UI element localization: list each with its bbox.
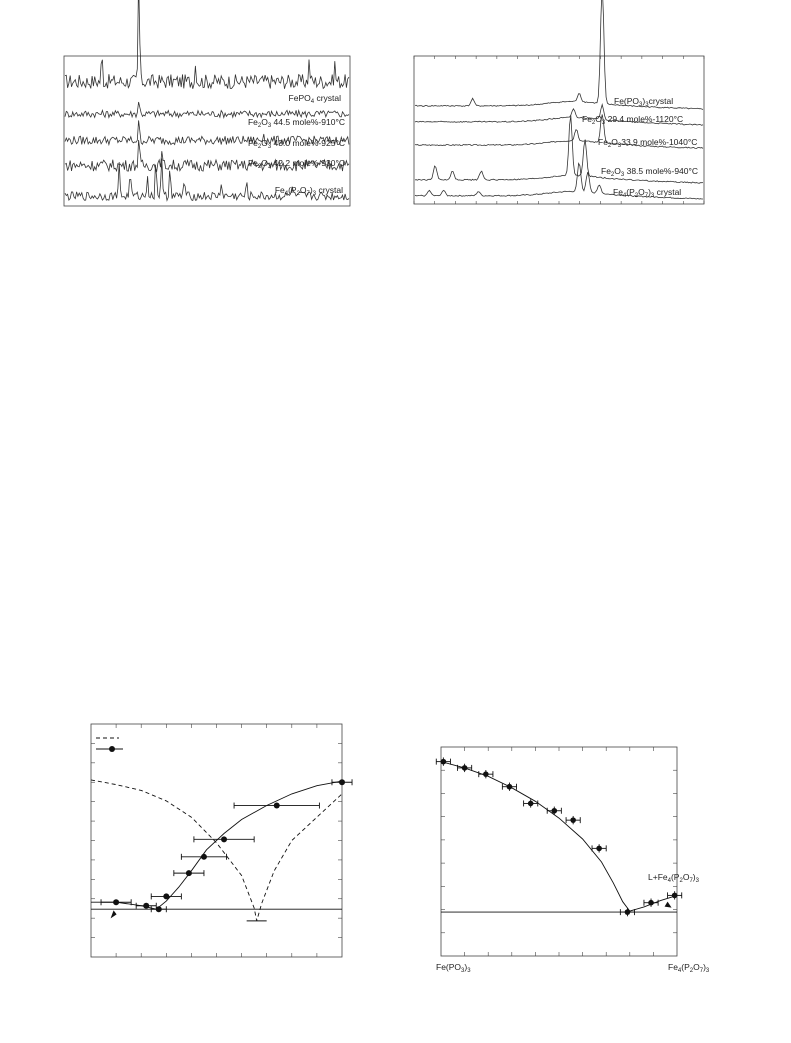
xrd-panel [64, 0, 350, 206]
phase-right-arrow [665, 902, 672, 908]
xrd-frame [64, 56, 350, 206]
phase-right-point [596, 846, 602, 852]
phase-right-frame [441, 747, 677, 956]
phase-right-point [672, 893, 678, 899]
phase-right-point [551, 808, 557, 814]
raman-label-339: $Fe_2O_333.9$ mole%-1040°C [598, 137, 698, 149]
phase-left-point [113, 899, 119, 905]
phase-right-point [648, 900, 654, 906]
xrd-label-fe4p2o7: $Fe_4(P_2O_7)_3$ crystal [274, 185, 343, 197]
phase-right-xlabel-right: $Fe_4(P_2O_7)_3$ [668, 962, 710, 974]
phase-left-point [201, 854, 207, 860]
phase-left-plot [91, 779, 352, 921]
phase-right-point [570, 817, 576, 823]
phase-right-annotation: $L+Fe_4(P_2O_7)_3$ [648, 872, 699, 884]
xrd-labels [248, 93, 345, 197]
phase-right-point [483, 771, 489, 777]
phase-left-point [156, 906, 162, 912]
xrd-label-445: $Fe_2O_3$ 44.5 mole%-910°C [247, 117, 345, 129]
raman-label-fepo33: $Fe(PO_3)_3crystal$ [614, 96, 674, 108]
legend-marker [109, 746, 115, 752]
raman-panel [414, 0, 704, 204]
xrd-label-430: $Fe_2O_3$ 43.0 mole%-925°C [247, 138, 345, 150]
phase-left-panel [91, 724, 352, 957]
phase-left-solid-curve [91, 781, 342, 909]
phase-left-legend [96, 738, 123, 752]
phase-right-xlabel-left: $Fe(PO_3)_3$ [436, 962, 471, 974]
phase-left-point [339, 779, 345, 785]
xrd-label-422: $Fe_2O_3$ 42.2 mole%-930°C [247, 158, 345, 170]
phase-right-point [625, 909, 631, 915]
phase-right-point [462, 765, 468, 771]
xrd-trace [65, 0, 349, 89]
phase-right-point [441, 759, 447, 765]
phase-left-point [143, 903, 149, 909]
phase-right-ticks [441, 747, 677, 956]
raman-label-fe4p2o7: $Fe_4(P_2O_7)_3$ crystal [613, 187, 682, 199]
phase-left-point [163, 893, 169, 899]
phase-left-point [186, 870, 192, 876]
phase-left-arrow [111, 910, 117, 918]
phase-right-point [528, 801, 534, 807]
phase-left-dashed-curve [91, 780, 342, 921]
phase-left-point [221, 836, 227, 842]
phase-right-point [507, 784, 513, 790]
phase-right-plot [436, 757, 681, 916]
xrd-trace [65, 102, 349, 118]
raman-label-294: $Fe_2O_3$ 29.4 mole%-1120°C [582, 114, 684, 126]
phase-left-point [274, 803, 280, 809]
phase-right-panel [436, 747, 710, 974]
raman-trace [415, 0, 703, 109]
xrd-label-fepo4: FePO$_4$ crystal [288, 93, 341, 105]
phase-right-curve [441, 762, 677, 912]
raman-label-385: $Fe_2O_3$ 38.5 mole%-940°C [601, 166, 699, 178]
